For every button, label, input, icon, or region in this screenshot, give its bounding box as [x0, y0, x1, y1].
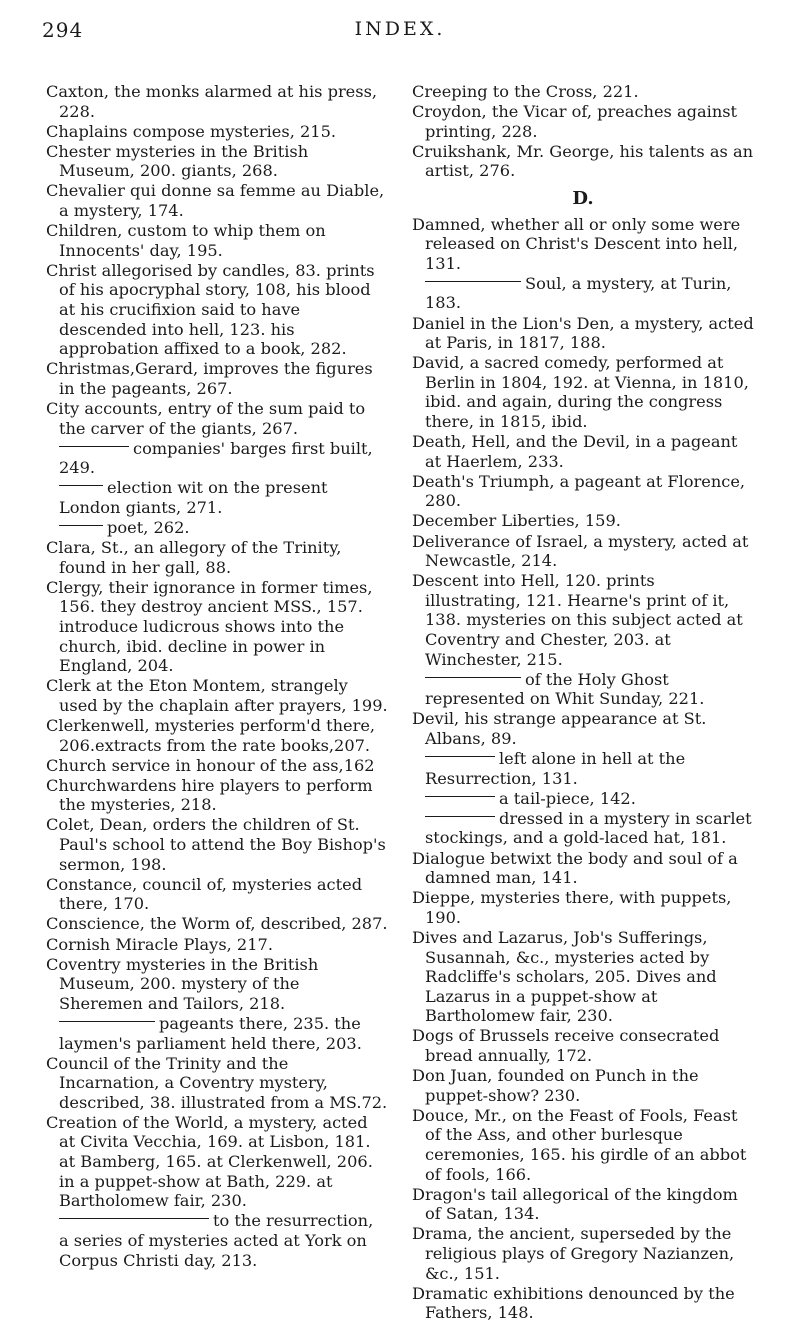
entry-text: Colet, Dean, orders the children of St. Paul's school to attend the Boy Bishop's sermon, 198.	[46, 815, 386, 874]
index-entry	[46, 955, 388, 1014]
index-entry	[46, 261, 388, 359]
entry-text: dressed in a mystery in scarlet stockings, and a gold-laced hat, 181.	[425, 808, 752, 848]
index-subentry	[46, 1014, 388, 1053]
index-entry	[46, 578, 388, 676]
index-subentry	[412, 809, 754, 848]
index-entry	[412, 849, 754, 888]
index-entry	[412, 1185, 754, 1224]
right-index-column	[412, 82, 754, 1323]
ditto-rule	[59, 1021, 155, 1022]
ditto-rule	[425, 677, 521, 678]
entry-text: to the resurrection, a series of mysteries acted at York on Corpus Christi day, 213.	[59, 1211, 374, 1270]
entry-text: companies' barges first built, 249.	[59, 438, 373, 478]
letter-heading: D.	[572, 187, 594, 209]
ditto-rule	[59, 446, 129, 447]
entry-text: Devil, his strange appearance at St. Albans, 89.	[412, 709, 707, 748]
entry-text: Churchwardens hire players to perform the mysteries, 218.	[46, 775, 373, 815]
index-entry	[412, 1106, 754, 1184]
page-number: 294	[42, 18, 84, 42]
index-subentry	[46, 439, 388, 478]
index-entry	[46, 142, 388, 181]
entry-text: Cornish Miracle Plays, 217.	[46, 934, 273, 954]
entry-text: Deliverance of Israel, a mystery, acted at Newcastle, 214.	[412, 531, 749, 571]
entry-text: Constance, council of, mysteries acted there, 170.	[46, 874, 363, 914]
index-subentry	[412, 789, 754, 809]
index-entry	[46, 399, 388, 438]
left-index-column	[46, 82, 388, 1271]
entry-text: left alone in hell at the Resurrection, 131.	[425, 749, 686, 788]
entry-text: Children, custom to whip them on Innocents' day, 195.	[46, 221, 326, 260]
entry-text: Creeping to the Cross, 221.	[412, 82, 639, 101]
entry-text: Damned, whether all or only some were released on Christ's Descent into hell, 131.	[412, 214, 741, 273]
entry-text: Council of the Trinity and the Incarnation, a Coventry mystery, described, 38. illustrated from a MS.72.	[46, 1053, 388, 1112]
entry-text: Dieppe, mysteries there, with puppets, 190.	[412, 888, 732, 927]
entry-text: David, a sacred comedy, performed at Berlin in 1804, 192. at Vienna, in 1810, ibid. and again, during the congress there, in 1815, ibid.	[412, 353, 749, 431]
entry-text: poet, 262.	[107, 518, 190, 538]
ditto-rule	[59, 485, 103, 486]
entry-text: Church service in honour of the ass,162	[46, 755, 375, 775]
entry-text: Dramatic exhibitions denounced by the Fathers, 148.	[412, 1283, 735, 1323]
entry-text: Chevalier qui donne sa femme au Diable, a mystery, 174.	[46, 181, 385, 221]
index-entry	[412, 432, 754, 471]
entry-text: Christmas,Gerard, improves the figures in the pageants, 267.	[46, 359, 373, 398]
entry-text: Dives and Lazarus, Job's Sufferings, Susannah, &c., mysteries acted by Radcliffe's scholars, 205. Dives and Lazarus in a puppet-show at Bartholomew fair, 230.	[412, 927, 717, 1026]
ditto-rule	[425, 796, 495, 797]
entry-text: City accounts, entry of the sum paid to the carver of the giants, 267.	[46, 399, 366, 438]
index-entry	[412, 142, 754, 181]
entry-text: Coventry mysteries in the British Museum, 200. mystery of the Sheremen and Tailors, 218.	[46, 954, 319, 1013]
index-entry	[412, 353, 754, 431]
entry-text: Soul, a mystery, at Turin, 183.	[425, 273, 732, 313]
index-entry	[46, 935, 388, 955]
entry-text: Croydon, the Vicar of, preaches against printing, 228.	[412, 102, 738, 141]
entry-text: Descent into Hell, 120. prints illustrating, 121. Hearne's print of it, 138. mysteries on this subject acted at Coventry and Chester, 203. at Winchester, 215.	[412, 571, 743, 669]
index-entry	[46, 82, 388, 121]
index-entry	[412, 1284, 754, 1323]
index-subentry	[46, 518, 388, 538]
index-entry	[46, 1113, 388, 1211]
index-subentry	[412, 670, 754, 709]
index-subentry	[412, 749, 754, 788]
entry-text: Douce, Mr., on the Feast of Fools, Feast of the Ass, and other burlesque ceremonies, 165. his girdle of an abbot of fools, 166.	[412, 1105, 747, 1184]
entry-text: Creation of the World, a mystery, acted at Civita Vecchia, 169. at Lisbon, 181. at Bamberg, 165. at Clerkenwell, 206. in a puppet-show at Bath, 229. at Bartholomew fair, 230.	[46, 1112, 373, 1211]
index-entry	[46, 181, 388, 220]
index-entry	[412, 82, 754, 102]
index-entry	[412, 928, 754, 1026]
running-title: INDEX.	[354, 18, 446, 40]
entry-text: Conscience, the Worm of, described, 287.	[46, 914, 388, 934]
index-entry	[46, 716, 388, 755]
entry-text: Cruikshank, Mr. George, his talents as an artist, 276.	[412, 141, 754, 181]
index-entry	[46, 914, 388, 934]
entry-text: Death's Triumph, a pageant at Florence, 280.	[412, 471, 746, 511]
entry-text: Don Juan, founded on Punch in the puppet-show? 230.	[412, 1066, 699, 1105]
entry-text: Clerk at the Eton Montem, strangely used by the chaplain after prayers, 199.	[46, 676, 388, 715]
index-entry	[412, 511, 754, 531]
ditto-rule	[425, 281, 521, 282]
entry-text: of the Holy Ghost represented on Whit Sunday, 221.	[425, 669, 705, 709]
entry-text: Drama, the ancient, superseded by the religious plays of Gregory Nazianzen, &c., 151.	[412, 1224, 735, 1283]
index-entry	[46, 221, 388, 260]
index-entry	[412, 314, 754, 353]
entry-text: Dogs of Brussels receive consecrated bread annually, 172.	[412, 1026, 720, 1065]
ditto-rule	[59, 525, 103, 526]
index-entry	[46, 538, 388, 577]
index-subentry	[46, 1211, 388, 1270]
entry-text: Dialogue betwixt the body and soul of a damned man, 141.	[412, 848, 738, 888]
entry-text: Dragon's tail allegorical of the kingdom of Satan, 134.	[412, 1184, 738, 1224]
entry-text: election wit on the present London giants, 271.	[59, 478, 328, 517]
ditto-rule	[425, 816, 495, 817]
index-entry	[412, 102, 754, 141]
index-entry	[46, 1054, 388, 1113]
index-subentry	[46, 478, 388, 517]
ditto-rule	[59, 1218, 209, 1219]
ditto-rule	[425, 756, 495, 757]
entry-text: Clergy, their ignorance in former times, 156. they destroy ancient MSS., 157. introduce ludicrous shows into the church, ibid. decline in power in England, 204.	[46, 577, 373, 676]
index-entry	[46, 359, 388, 398]
entry-text: Chester mysteries in the British Museum, 200. giants, 268.	[46, 141, 309, 181]
entry-text: Daniel in the Lion's Den, a mystery, acted at Paris, in 1817, 188.	[412, 313, 754, 353]
index-entry	[412, 888, 754, 927]
index-entry	[46, 676, 388, 715]
index-entry	[412, 1026, 754, 1065]
index-entry	[412, 215, 754, 274]
index-entry	[412, 709, 754, 748]
index-entry	[46, 776, 388, 815]
entry-text: Christ allegorised by candles, 83. prints of his apocryphal story, 108, his blood at his crucifixion said to have descended into hell, 123. his approbation affixed to a book, 282.	[46, 260, 375, 359]
index-entry	[412, 1224, 754, 1283]
index-entry	[46, 875, 388, 914]
entry-text: Clerkenwell, mysteries perform'd there, 206.extracts from the rate books,207.	[46, 716, 376, 755]
index-entry	[412, 532, 754, 571]
index-entry	[46, 756, 388, 776]
index-subentry	[412, 274, 754, 313]
entry-text: Clara, St., an allegory of the Trinity, found in her gall, 88.	[46, 538, 342, 577]
entry-text: pageants there, 235. the laymen's parliament held there, 203.	[59, 1013, 362, 1053]
index-entry	[412, 472, 754, 511]
index-entry	[46, 122, 388, 142]
index-entry	[412, 1066, 754, 1105]
index-entry	[46, 815, 388, 874]
entry-text: a tail-piece, 142.	[499, 788, 636, 808]
entry-text: December Liberties, 159.	[412, 511, 621, 531]
entry-text: Caxton, the monks alarmed at his press, 228.	[46, 82, 378, 121]
index-entry	[412, 571, 754, 669]
entry-text: Death, Hell, and the Devil, in a pageant at Haerlem, 233.	[412, 432, 738, 471]
entry-text: Chaplains compose mysteries, 215.	[46, 121, 337, 141]
